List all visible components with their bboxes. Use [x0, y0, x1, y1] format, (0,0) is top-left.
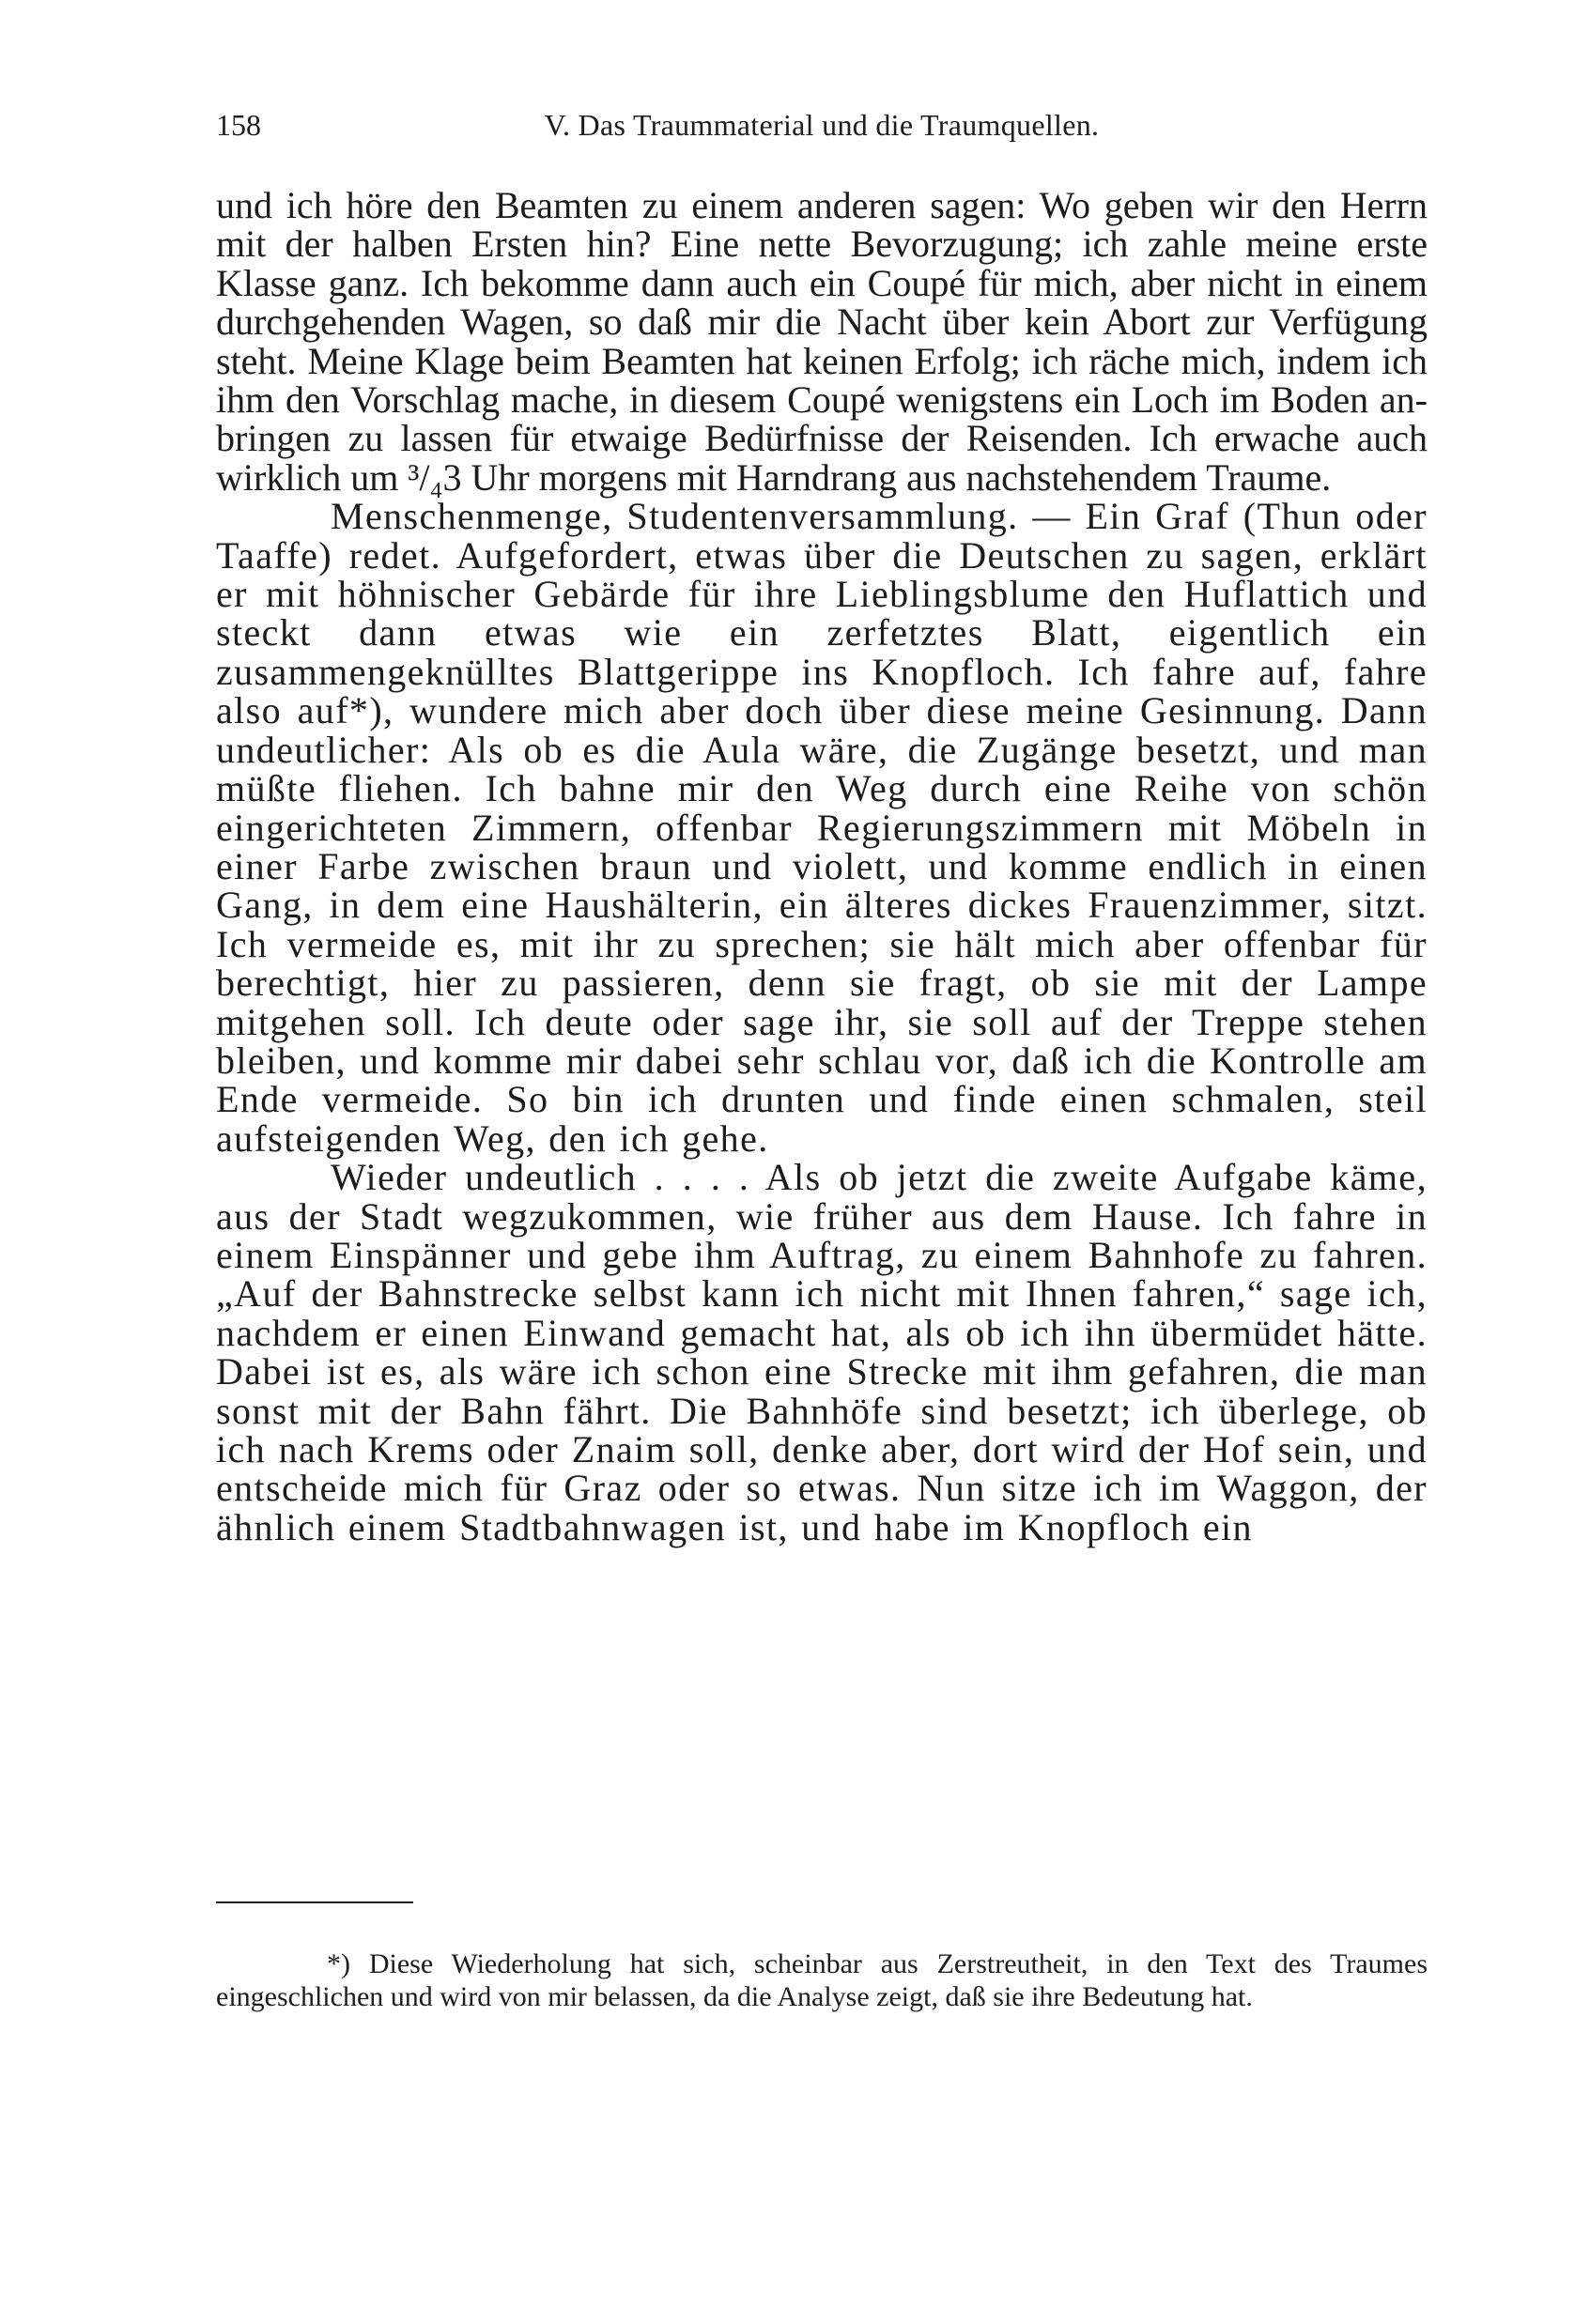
- paragraph-dream-journey: Wieder undeutlich . . . . Als ob jetzt die zweite Aufgabe käme, aus der Stadt wegzukommen, wie früher aus dem Hause. Ich fahre in einem Einspänner und gebe ihm Auftrag, zu einem Bahnhofe zu fahren. „Auf der Bahnstrecke selbst kann ich nicht mit Ihnen fahren,“ sage ich, nachdem er einen Einwand gemacht hat, als ob ich ihn übermüdet hätte. Dabei ist es, als wäre ich schon eine Strecke mit ihm gefahren, die man sonst mit der Bahn fährt. Die Bahnhöfe sind besetzt; ich überlege, ob ich nach Krems oder Znaim soll, denke aber, dort wird der Hof sein, und entscheide mich für Graz oder so etwas. Nun sitze ich im Waggon, der ähnlich einem Stadtbahnwagen ist, und habe im Knopfloch ein: [216, 1156, 1428, 1548]
- footnote: *) Diese Wiederholung hat sich, scheinbar aus Zerstreutheit, in den Text des Traumes eingeschlichen und wird von mir belassen, da die Analyse zeigt, daß sie ihre Bedeutung hat.: [216, 1948, 1428, 2012]
- paragraph-dream-student-assembly: Menschenmenge, Studentenversammlung. — Ein Graf (Thun oder Taaffe) redet. Aufgefordert, etwas über die Deutschen zu sagen, erklärt er mit höhnischer Gebärde für ihre Lieblingsblume den Huflattich und steckt dann etwas wie ein zerfetztes Blatt, eigentlich ein zusammengeknülltes Blattgerippe ins Knopfloch. Ich fahre auf, fahre also auf*), wundere mich aber doch über diese meine Gesinnung. Dann undeutlicher: Als ob es die Aula wäre, die Zugänge besetzt, und man müßte fliehen. Ich bahne mir den Weg durch eine Reihe von schön eingerichteten Zimmern, offenbar Regierungszimmern mit Möbeln in einer Farbe zwischen braun und violett, und komme endlich in einen Gang, in dem eine Haushälterin, ein älteres dickes Frauenzimmer, sitzt. Ich vermeide es, mit ihr zu sprechen; sie hält mich aber offenbar für berechtigt, hier zu passieren, denn sie fragt, ob sie mit der Lampe mitgehen soll. Ich deute oder sage ihr, sie soll auf der Treppe stehen bleiben, und komme mir dabei sehr schlau vor, daß ich die Kontrolle am Ende vermeide. So bin ich drunten und finde einen schmalen, steil aufsteigenden Weg, den ich gehe.: [216, 495, 1428, 1160]
- footnote-divider: [216, 1901, 413, 1903]
- running-title: V. Das Traummaterial und die Traumquellen.: [544, 108, 1100, 142]
- page-header: [216, 101, 1428, 148]
- page-number: 158: [216, 108, 261, 142]
- body-text: [216, 186, 1428, 1547]
- paragraph-continued: und ich höre den Beamten zu einem anderen sagen: Wo geben wir den Herrn mit der halben Ersten hin? Eine nette Bevorzugung; ich zahle meine erste Klasse ganz. Ich bekomme dann auch ein Coupé für mich, aber nicht in einem durchgehenden Wagen, so daß mir die Nacht über kein Abort zur Verfügung steht. Meine Klage beim Beamten hat keinen Erfolg; ich räche mich, indem ich ihm den Vorschlag mache, in diesem Coupé wenigstens ein Loch im Boden anbringen zu lassen für etwaige Bedürfnisse der Reisenden. Ich erwache auch wirklich um ³/₄3 Uhr morgens mit Harndrang aus nachstehendem Traume.: [216, 184, 1428, 499]
